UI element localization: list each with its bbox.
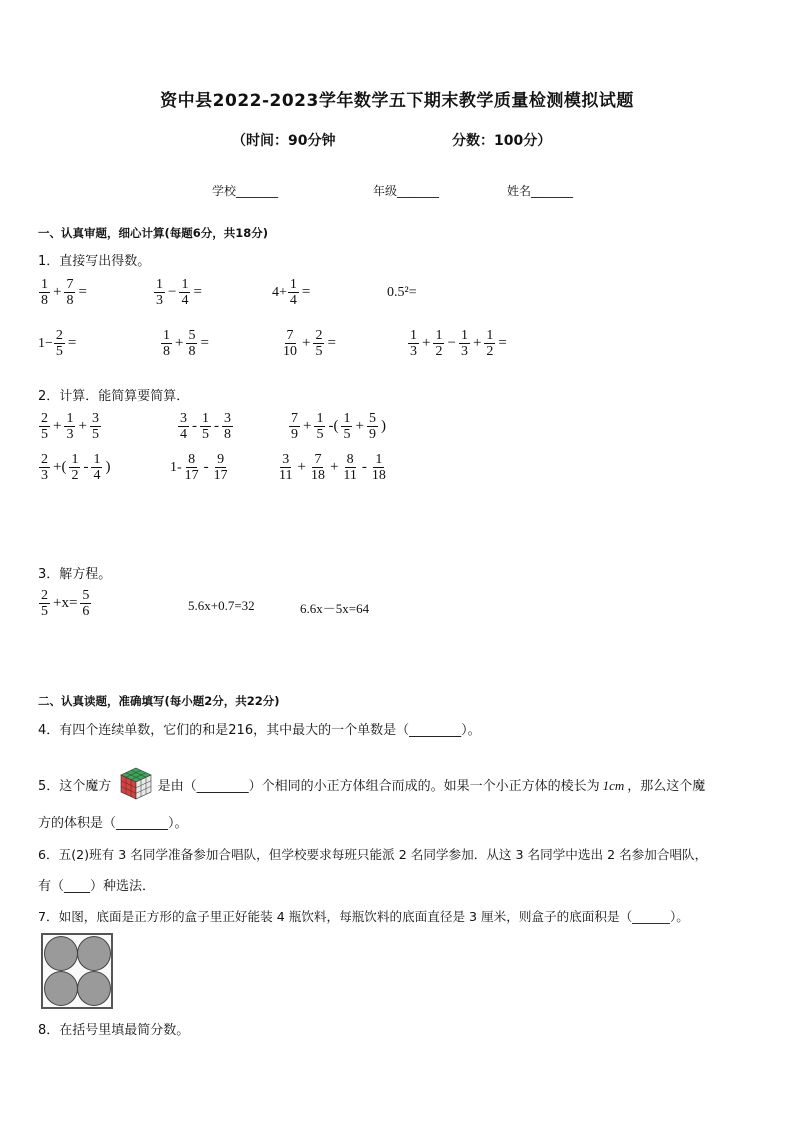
box-with-four-bottles-figure (41, 933, 113, 1009)
q2-expr-3: 7 9 + $\frac{1}{5}$ -( 1 5 + $\frac{5}{9}$ ) (291, 411, 386, 442)
question-5-line-2: 方的体积是（________）。 (38, 816, 188, 831)
question-1-label: 1．直接写出得数。 (38, 254, 151, 269)
q1-expr-3: 4+ $\frac{1}{4}$ = (272, 277, 311, 308)
question-3-label: 3．解方程。 (38, 567, 112, 582)
bottle-circle (44, 971, 78, 1006)
q2-expr-1: 2 5 + $\frac{1}{3}$ + $\frac{3}{5}$ (41, 411, 99, 442)
q3-equation-1: 2 5 +x= $\frac{5}{6}$ (41, 588, 90, 619)
q2-expr-4: 2 3 +( 1 2 - 1 4 ) (41, 452, 111, 483)
bottle-circle (77, 971, 111, 1006)
name-field[interactable]: 姓名_______ (507, 184, 574, 198)
exam-time: （时间：90分钟 (232, 133, 336, 149)
section-2-heading: 二、认真读题，准确填写(每小题2分，共22分) (38, 694, 280, 708)
q1-expr-1: 1 8 + $\frac{7}{8}$ = (41, 277, 87, 308)
question-6-line-1: 6．五(2)班有 3 名同学准备参加合唱队，但学校要求每班只能派 2 名同学参加．从这 3 名同学中选出 2 名参加合唱队， (38, 847, 708, 862)
bottle-circle (77, 936, 111, 971)
question-7: 7．如图，底面是正方形的盒子里正好能装 4 瓶饮料，每瓶饮料的底面直径是 3 厘米，则盒子的底面积是（______）。 (38, 909, 689, 924)
q2-expr-6: 3 11 + $\frac{7}{18}$ + $\frac{8}{11}$ - 1 18 (279, 452, 386, 483)
q3-equation-2: 5.6x+0.7=32 (188, 598, 255, 613)
q1-expr-6: 1 8 + $\frac{5}{8}$ = (163, 328, 209, 359)
grade-field[interactable]: 年级_______ (373, 184, 440, 198)
q2-expr-5: 1- 8 17 - 9 17 (170, 452, 228, 483)
page-title: 资中县2022-2023学年数学五下期末教学质量检测模拟试题 (160, 91, 634, 111)
question-2-label: 2．计算．能简算要简算． (38, 389, 190, 404)
q1-expr-8: 1 3 + $\frac{1}{2}$ − $\frac{1}{3}$ + $\frac{1}{2}$ = (410, 328, 507, 359)
bottle-circle (44, 936, 78, 971)
question-6-line-2: 有（____）种选法． (38, 879, 156, 894)
q2-expr-2: 3 4 - 1 5 - 3 8 (180, 411, 231, 442)
rubiks-cube-icon (119, 766, 149, 796)
section-1-heading: 一、认真审题，细心计算(每题6分，共18分) (38, 226, 269, 240)
question-8: 8．在括号里填最简分数。 (38, 1023, 190, 1038)
question-4: 4．有四个连续单数，它们的和是216，其中最大的一个单数是（________）。 (38, 723, 481, 738)
exam-score: 分数：100分） (452, 133, 552, 149)
q1-expr-4: 0.5²= (387, 285, 417, 300)
q1-expr-2: 1 3 − $\frac{1}{4}$ = (156, 277, 202, 308)
question-5-line-1: 5．这个魔方 是由（________）个相同的小正方体组合而成的。如果一个小正方体的棱长为 1cm ，那么这个魔 (38, 766, 705, 796)
q1-expr-7: 7 10 + $\frac{2}{5}$ = (283, 328, 336, 359)
q1-expr-5: 1− $\frac{2}{5}$ = (38, 328, 77, 359)
school-field[interactable]: 学校_______ (212, 184, 279, 198)
q3-equation-3: 6.6x－5x=64 (300, 601, 370, 616)
